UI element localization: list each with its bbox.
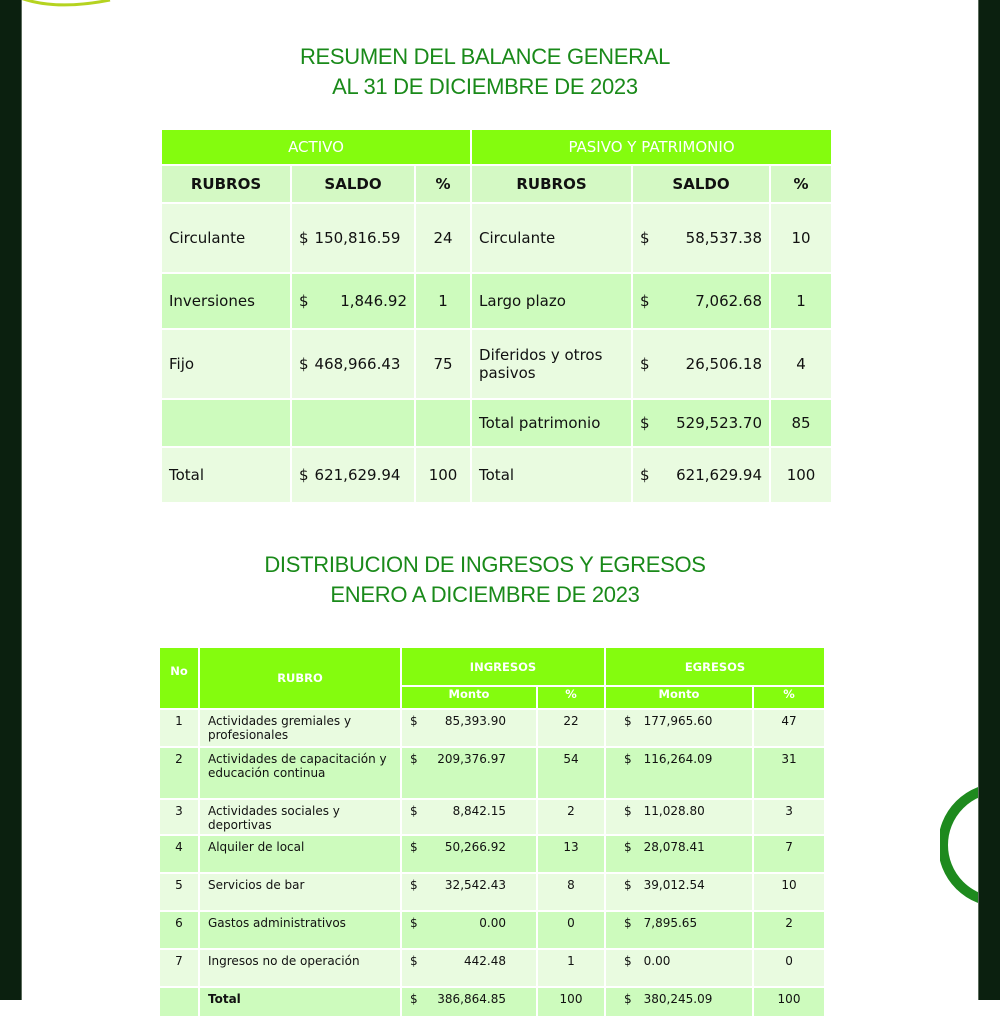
amount: 0.00: [479, 916, 506, 930]
col-ingresos: INGRESOS: [401, 647, 605, 686]
distribution-row: [159, 799, 825, 835]
ingreso-monto: [401, 949, 537, 987]
balance-title-line2: AL 31 DE DICIEMBRE DE 2023: [332, 74, 638, 99]
activo-saldo-value: [299, 466, 407, 484]
ingreso-total-value: [410, 992, 528, 1006]
row-number: 4: [159, 835, 199, 873]
egreso-monto-value: [614, 954, 744, 968]
total-label: Total: [199, 987, 401, 1017]
ingreso-monto-value: [410, 954, 528, 968]
pasivo-rubro: Total patrimonio: [471, 399, 632, 447]
egreso-pct: 0: [753, 949, 825, 987]
distribution-table: [158, 646, 826, 1018]
ingreso-monto: [401, 709, 537, 747]
ingreso-monto-value: [410, 916, 528, 930]
col-ing-pct: %: [537, 686, 605, 709]
egreso-monto: [605, 835, 753, 873]
pasivo-pct: 4: [770, 329, 832, 399]
row-number: 6: [159, 911, 199, 949]
amount: 380,245.09: [643, 992, 713, 1006]
currency-symbol: $: [640, 292, 650, 310]
balance-table: [160, 128, 833, 504]
activo-saldo: [291, 273, 415, 329]
amount: 1,846.92: [340, 292, 407, 310]
amount: 150,816.59: [314, 229, 401, 247]
activo-pct: 75: [415, 329, 471, 399]
egreso-pct: 3: [753, 799, 825, 835]
ingreso-pct: 22: [537, 709, 605, 747]
pasivo-saldo-value: [640, 229, 762, 247]
ingreso-monto: [401, 911, 537, 949]
activo-header: ACTIVO: [161, 129, 471, 165]
right-frame-bar: [978, 0, 1000, 1000]
pasivo-saldo-value: [640, 414, 762, 432]
egreso-monto-value: [614, 804, 744, 818]
activo-saldo: [291, 399, 415, 447]
currency-symbol: $: [640, 414, 650, 432]
col-egr-pct: %: [753, 686, 825, 709]
pasivo-header: PASIVO Y PATRIMONIO: [471, 129, 832, 165]
currency-symbol: $: [410, 804, 418, 818]
col-rubro: RUBRO: [199, 647, 401, 709]
currency-symbol: $: [624, 954, 632, 968]
amount: 177,965.60: [643, 714, 713, 728]
ingreso-total-pct: 100: [537, 987, 605, 1017]
rubro-name: Actividades gremiales y profesionales: [199, 709, 401, 747]
egreso-monto-value: [614, 916, 744, 930]
currency-symbol: $: [624, 992, 632, 1006]
col-no: No: [159, 647, 199, 709]
row-number: 7: [159, 949, 199, 987]
ingreso-total: [401, 987, 537, 1017]
egreso-total-pct: 100: [753, 987, 825, 1017]
currency-symbol: $: [624, 752, 632, 766]
ingreso-monto: [401, 747, 537, 799]
egreso-monto: [605, 873, 753, 911]
amount: 529,523.70: [676, 414, 763, 432]
balance-row: [161, 399, 832, 447]
activo-rubro: Inversiones: [161, 273, 291, 329]
row-number: 5: [159, 873, 199, 911]
ingreso-pct: 13: [537, 835, 605, 873]
currency-symbol: $: [640, 355, 650, 373]
currency-symbol: $: [624, 916, 632, 930]
egreso-monto-value: [614, 878, 744, 892]
ingreso-monto: [401, 799, 537, 835]
egreso-pct: 47: [753, 709, 825, 747]
activo-saldo-value: [299, 229, 407, 247]
currency-symbol: $: [624, 840, 632, 854]
currency-symbol: $: [640, 229, 650, 247]
distribution-title-line2: ENERO A DICIEMBRE DE 2023: [330, 582, 640, 607]
balance-row: [161, 447, 832, 503]
currency-symbol: $: [410, 752, 418, 766]
egreso-monto: [605, 747, 753, 799]
amount: 39,012.54: [643, 878, 705, 892]
pasivo-pct: 100: [770, 447, 832, 503]
amount: 621,629.94: [676, 466, 763, 484]
currency-symbol: $: [410, 714, 418, 728]
currency-symbol: $: [624, 714, 632, 728]
balance-title: [0, 42, 970, 102]
amount: 8,842.15: [452, 804, 506, 818]
amount: 116,264.09: [643, 752, 713, 766]
egreso-total-value: [614, 992, 744, 1006]
pasivo-saldo: [632, 447, 770, 503]
pasivo-saldo-value: [640, 355, 762, 373]
pasivo-rubro: Circulante: [471, 203, 632, 273]
pasivo-pct: 1: [770, 273, 832, 329]
egreso-monto: [605, 911, 753, 949]
amount: 7,062.68: [695, 292, 763, 310]
currency-symbol: $: [299, 466, 309, 484]
amount: 209,376.97: [437, 752, 506, 766]
col-saldo: SALDO: [291, 165, 415, 203]
distribution-title-line1: DISTRIBUCION DE INGRESOS Y EGRESOS: [264, 552, 706, 577]
activo-saldo-value: [299, 355, 407, 373]
distribution-row: [159, 709, 825, 747]
balance-row: [161, 329, 832, 399]
col-ing-monto: Monto: [401, 686, 537, 709]
egreso-monto: [605, 799, 753, 835]
pasivo-rubro: Total: [471, 447, 632, 503]
currency-symbol: $: [410, 992, 418, 1006]
egreso-pct: 7: [753, 835, 825, 873]
pasivo-saldo-value: [640, 292, 762, 310]
col-pct: %: [770, 165, 832, 203]
egreso-pct: 2: [753, 911, 825, 949]
egreso-pct: 31: [753, 747, 825, 799]
balance-row: [161, 273, 832, 329]
ingreso-pct: 54: [537, 747, 605, 799]
egreso-monto: [605, 709, 753, 747]
col-rubros: RUBROS: [471, 165, 632, 203]
balance-title-line1: RESUMEN DEL BALANCE GENERAL: [299, 44, 671, 69]
currency-symbol: $: [640, 466, 650, 484]
amount: 28,078.41: [643, 840, 705, 854]
amount: 32,542.43: [444, 878, 506, 892]
currency-symbol: $: [299, 355, 309, 373]
distribution-row: [159, 911, 825, 949]
row-number: 1: [159, 709, 199, 747]
distribution-row: [159, 949, 825, 987]
activo-rubro: Circulante: [161, 203, 291, 273]
activo-rubro: Fijo: [161, 329, 291, 399]
distribution-title: [0, 550, 970, 610]
rubro-name: Actividades de capacitación y educación continua: [199, 747, 401, 799]
col-egr-monto: Monto: [605, 686, 753, 709]
amount: 11,028.80: [643, 804, 705, 818]
ingreso-monto-value: [410, 752, 528, 766]
ingreso-monto-value: [410, 804, 528, 818]
activo-saldo: [291, 329, 415, 399]
amount: 442.48: [464, 954, 506, 968]
pasivo-saldo: [632, 329, 770, 399]
currency-symbol: $: [624, 878, 632, 892]
col-rubros: RUBROS: [161, 165, 291, 203]
ingreso-pct: 0: [537, 911, 605, 949]
left-frame-bar: [0, 0, 22, 1000]
amount: 50,266.92: [444, 840, 506, 854]
distribution-row: [159, 835, 825, 873]
pasivo-saldo: [632, 399, 770, 447]
egreso-monto-value: [614, 714, 744, 728]
ingreso-monto-value: [410, 878, 528, 892]
rubro-name: Servicios de bar: [199, 873, 401, 911]
egreso-monto-value: [614, 752, 744, 766]
amount: 468,966.43: [314, 355, 401, 373]
ingreso-monto: [401, 835, 537, 873]
rubro-name: Alquiler de local: [199, 835, 401, 873]
row-number: [159, 987, 199, 1017]
currency-symbol: $: [410, 840, 418, 854]
activo-saldo: [291, 203, 415, 273]
ingreso-pct: 2: [537, 799, 605, 835]
ingreso-monto-value: [410, 840, 528, 854]
decorative-ring-top: [0, 0, 120, 14]
egreso-monto: [605, 949, 753, 987]
pasivo-rubro: Diferidos y otros pasivos: [471, 329, 632, 399]
currency-symbol: $: [410, 954, 418, 968]
row-number: 3: [159, 799, 199, 835]
row-number: 2: [159, 747, 199, 799]
egreso-total: [605, 987, 753, 1017]
balance-row: [161, 203, 832, 273]
activo-rubro: [161, 399, 291, 447]
activo-pct: 100: [415, 447, 471, 503]
currency-symbol: $: [624, 804, 632, 818]
amount: 7,895.65: [643, 916, 698, 930]
ingreso-monto-value: [410, 714, 528, 728]
amount: 26,506.18: [685, 355, 763, 373]
col-pct: %: [415, 165, 471, 203]
pasivo-saldo: [632, 273, 770, 329]
amount: 0.00: [643, 954, 671, 968]
egreso-monto-value: [614, 840, 744, 854]
distribution-row: [159, 747, 825, 799]
amount: 621,629.94: [314, 466, 401, 484]
distribution-row: [159, 873, 825, 911]
ingreso-pct: 1: [537, 949, 605, 987]
rubro-name: Actividades sociales y deportivas: [199, 799, 401, 835]
rubro-name: Ingresos no de operación: [199, 949, 401, 987]
ingreso-monto: [401, 873, 537, 911]
activo-pct: 24: [415, 203, 471, 273]
pasivo-pct: 85: [770, 399, 832, 447]
activo-pct: 1: [415, 273, 471, 329]
currency-symbol: $: [299, 292, 309, 310]
amount: 386,864.85: [437, 992, 506, 1006]
activo-rubro: Total: [161, 447, 291, 503]
currency-symbol: $: [410, 878, 418, 892]
distribution-total-row: [159, 987, 825, 1017]
amount: 58,537.38: [685, 229, 763, 247]
currency-symbol: $: [410, 916, 418, 930]
pasivo-pct: 10: [770, 203, 832, 273]
pasivo-saldo: [632, 203, 770, 273]
ingreso-pct: 8: [537, 873, 605, 911]
col-saldo: SALDO: [632, 165, 770, 203]
egreso-pct: 10: [753, 873, 825, 911]
activo-pct: [415, 399, 471, 447]
amount: 85,393.90: [444, 714, 506, 728]
pasivo-saldo-value: [640, 466, 762, 484]
currency-symbol: $: [299, 229, 309, 247]
rubro-name: Gastos administrativos: [199, 911, 401, 949]
activo-saldo: [291, 447, 415, 503]
col-egresos: EGRESOS: [605, 647, 825, 686]
pasivo-rubro: Largo plazo: [471, 273, 632, 329]
activo-saldo-value: [299, 292, 407, 310]
